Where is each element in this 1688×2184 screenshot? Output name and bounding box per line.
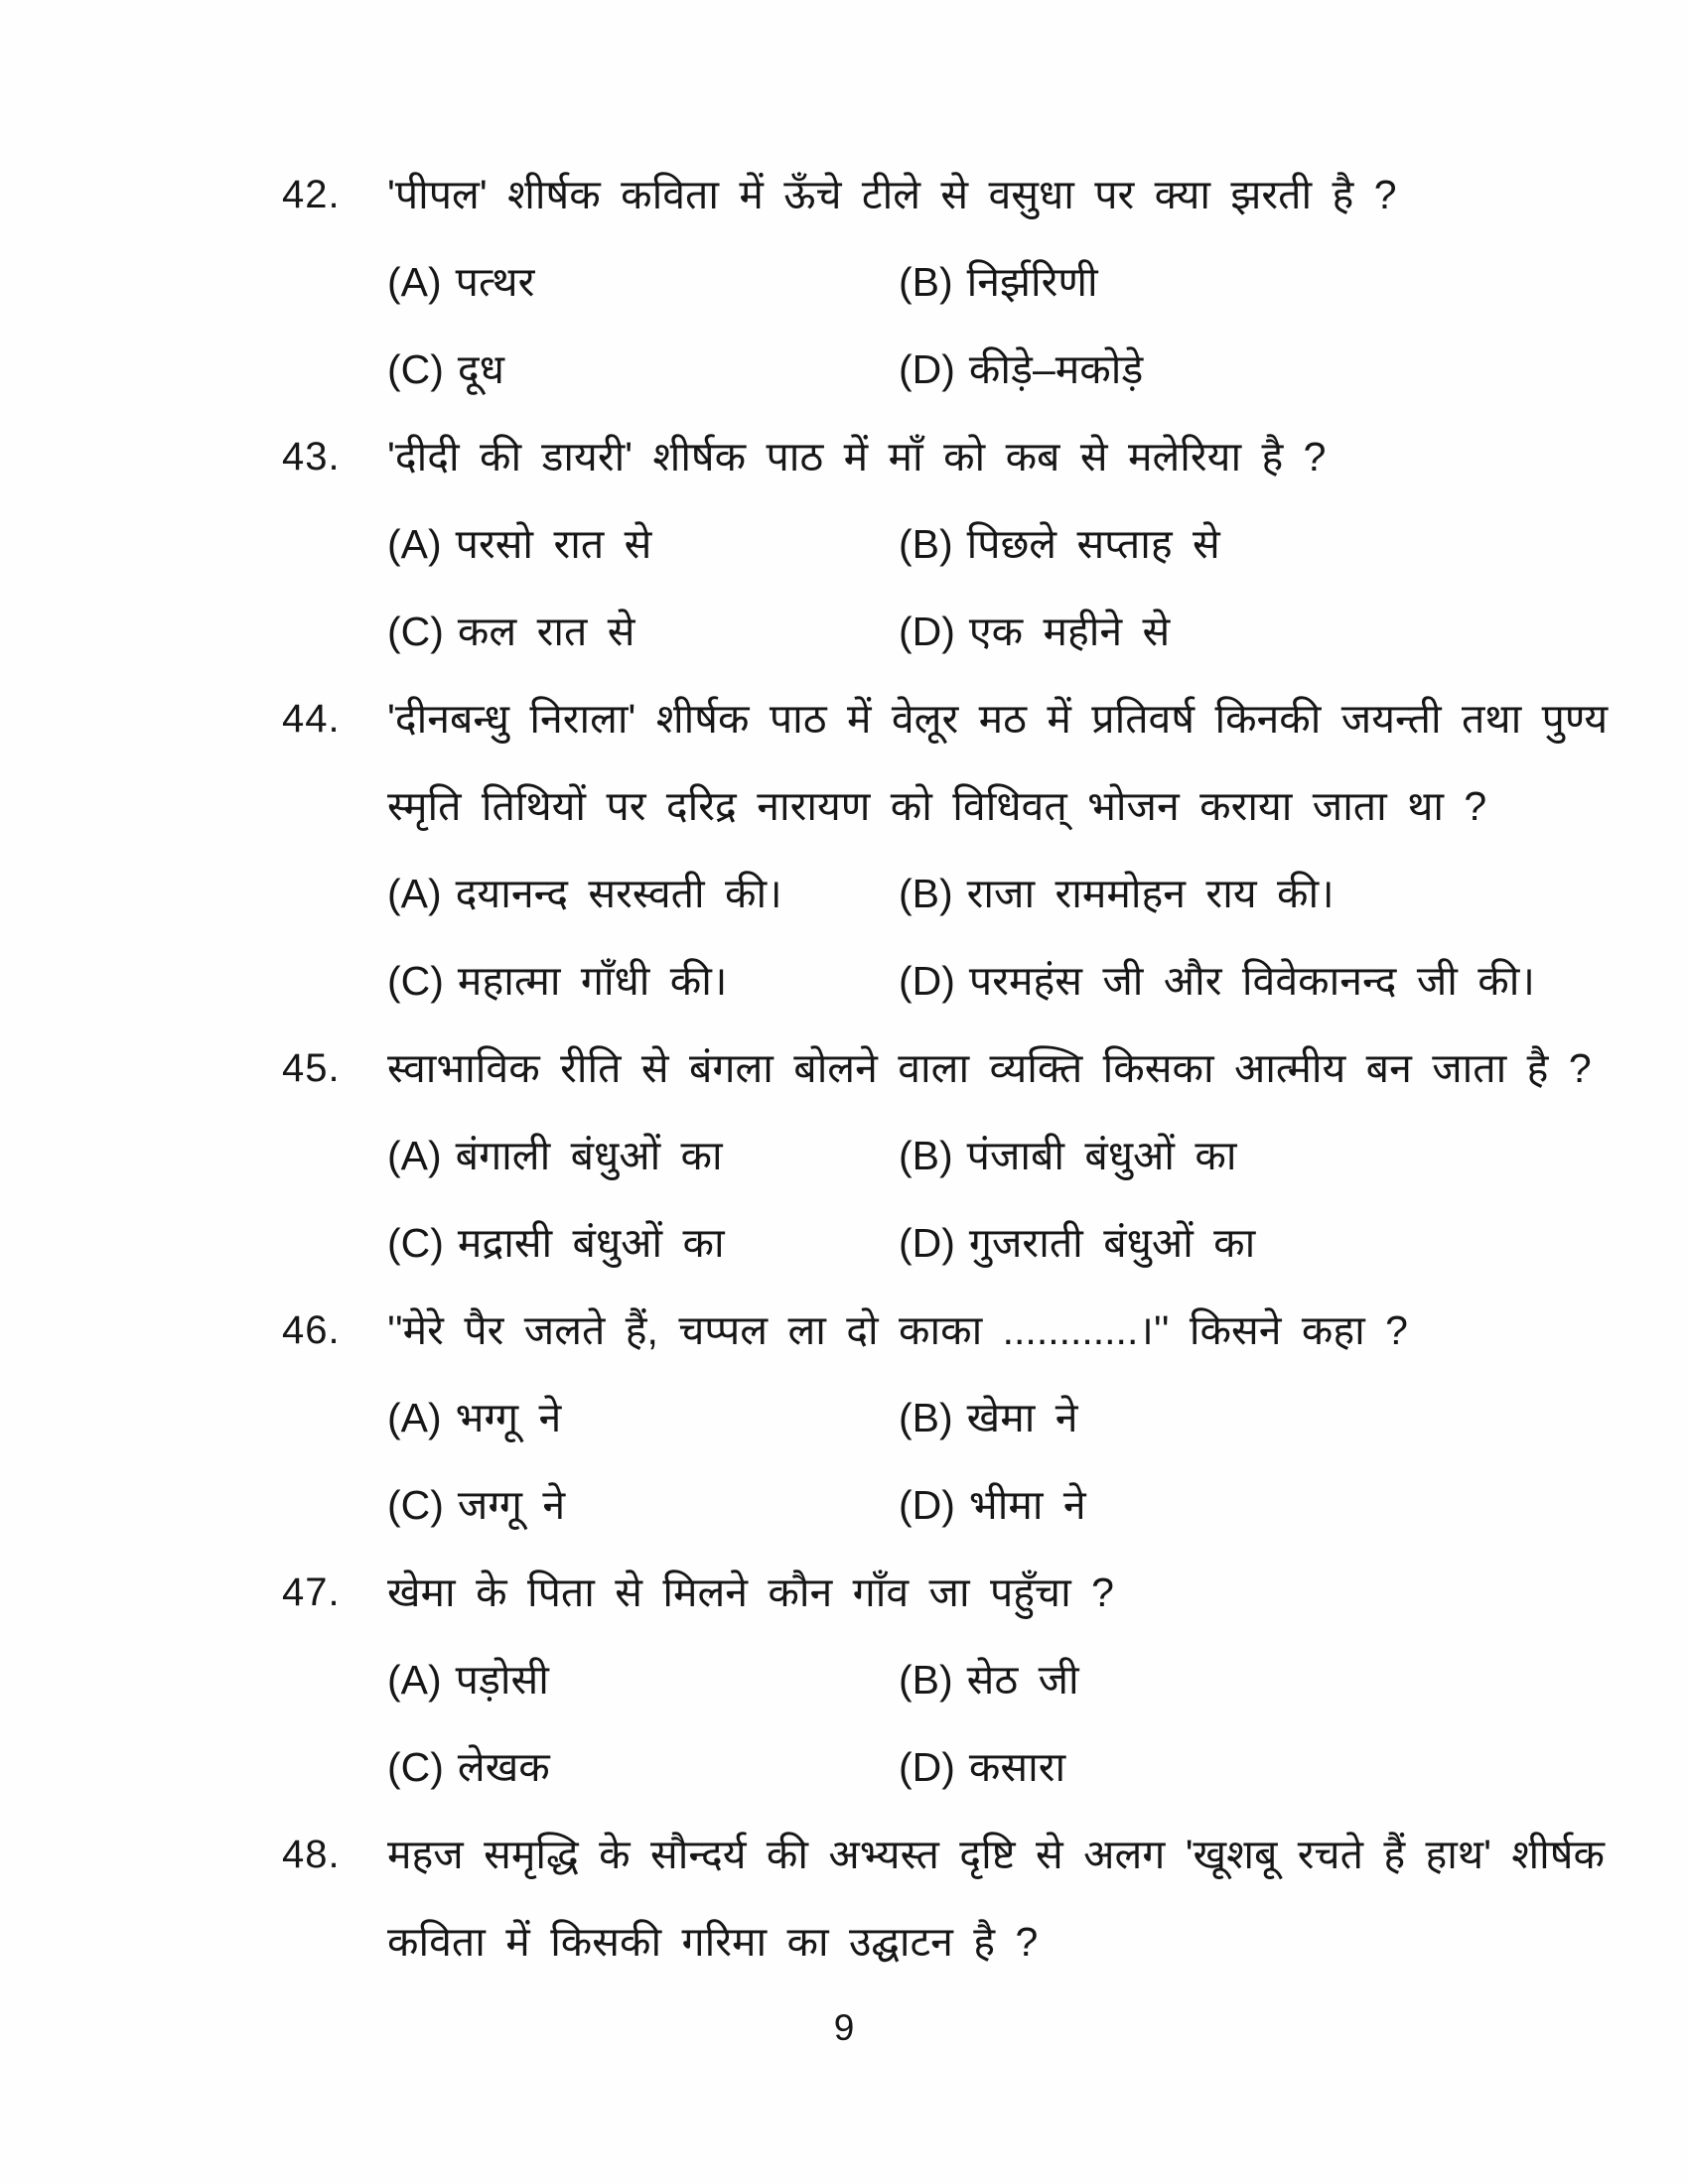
option-label: (D)	[899, 958, 955, 1004]
option-text: राजा राममोहन राय की।	[966, 871, 1335, 916]
option-c	[387, 326, 899, 413]
options-grid	[387, 850, 1535, 1024]
option-label: (B)	[899, 871, 953, 916]
option-text: पिछले सप्ताह से	[966, 521, 1220, 567]
option-c	[387, 937, 899, 1024]
option-text: कसारा	[968, 1744, 1066, 1790]
option-label: (C)	[387, 1220, 444, 1266]
option-c	[387, 1723, 899, 1811]
option-label: (B)	[899, 1133, 953, 1178]
option-label: (D)	[899, 1744, 955, 1790]
option-text: गुजराती बंधुओं का	[968, 1220, 1256, 1266]
page-number: 9	[833, 2007, 855, 2048]
option-d	[899, 937, 1535, 1024]
question-text-line-2: स्मृति तिथियों पर दरिद्र नारायण को विधिवत् भोजन कराया जाता था ?	[387, 783, 1487, 829]
question-text: 'पीपल' शीर्षक कविता में ऊँचे टीले से वसुधा पर क्या झरती है ?	[387, 172, 1397, 217]
option-label: (A)	[387, 521, 442, 567]
question-text: स्वाभाविक रीति से बंगला बोलने वाला व्यक्ति किसका आत्मीय बन जाता है ?	[387, 1045, 1592, 1091]
option-label: (D)	[899, 346, 955, 392]
option-a	[387, 1374, 899, 1461]
option-d	[899, 326, 1484, 413]
option-text: दयानन्द सरस्वती की।	[455, 871, 782, 916]
option-b	[899, 1636, 1484, 1723]
question-number: 46.	[282, 1308, 341, 1352]
options-grid	[387, 1112, 1484, 1287]
option-text: भीमा ने	[968, 1482, 1086, 1528]
option-text: पत्थर	[455, 259, 535, 305]
option-label: (A)	[387, 1133, 442, 1178]
option-label: (B)	[899, 1657, 953, 1703]
question-42	[0, 151, 1688, 413]
option-text: दूध	[457, 346, 504, 392]
option-label: (C)	[387, 958, 444, 1004]
option-text: बंगाली बंधुओं का	[455, 1133, 723, 1178]
question-46	[0, 1287, 1688, 1549]
question-48	[0, 1811, 1688, 1985]
option-b	[899, 500, 1484, 588]
option-a	[387, 1636, 899, 1723]
option-label: (A)	[387, 871, 442, 916]
option-label: (B)	[899, 1395, 953, 1440]
question-number: 42.	[282, 173, 341, 216]
question-47	[0, 1549, 1688, 1811]
option-b	[899, 1374, 1484, 1461]
option-d	[899, 1723, 1484, 1811]
option-d	[899, 1461, 1484, 1549]
question-text: ''मेरे पैर जलते हैं, चप्पल ला दो काका ............।'' किसने कहा ?	[387, 1307, 1408, 1353]
question-44	[0, 675, 1688, 1024]
question-text: खेमा के पिता से मिलने कौन गाँव जा पहुँचा ?	[387, 1570, 1114, 1615]
option-text: खेमा ने	[966, 1395, 1078, 1440]
option-c	[387, 1199, 899, 1287]
option-label: (A)	[387, 259, 442, 305]
option-label: (C)	[387, 1482, 444, 1528]
option-text: एक महीने से	[968, 609, 1171, 654]
question-text-line-1: 'दीनबन्धु निराला' शीर्षक पाठ में वेलूर मठ में प्रतिवर्ष किनकी जयन्ती तथा पुण्य	[387, 696, 1609, 742]
option-c	[387, 1461, 899, 1549]
option-label: (D)	[899, 1482, 955, 1528]
option-text: जग्गू ने	[457, 1482, 566, 1528]
option-a	[387, 500, 899, 588]
option-text: परमहंस जी और विवेकानन्द जी की।	[968, 958, 1535, 1004]
option-b	[899, 1112, 1484, 1199]
question-43	[0, 413, 1688, 675]
options-grid	[387, 1636, 1484, 1811]
option-text: सेठ जी	[966, 1657, 1079, 1703]
option-text: निर्झरिणी	[966, 259, 1098, 305]
option-text: मद्रासी बंधुओं का	[457, 1220, 725, 1266]
option-text: कल रात से	[457, 609, 635, 654]
option-text: कीड़े–मकोड़े	[968, 346, 1144, 392]
option-d	[899, 588, 1484, 675]
option-label: (D)	[899, 609, 955, 654]
option-label: (D)	[899, 1220, 955, 1266]
option-text: लेखक	[457, 1744, 550, 1790]
option-b	[899, 850, 1535, 937]
option-label: (A)	[387, 1395, 442, 1440]
option-label: (C)	[387, 346, 444, 392]
option-label: (B)	[899, 259, 953, 305]
option-a	[387, 850, 899, 937]
option-label: (C)	[387, 609, 444, 654]
question-number: 43.	[282, 435, 341, 478]
option-label: (B)	[899, 521, 953, 567]
option-a	[387, 238, 899, 326]
options-grid	[387, 238, 1484, 413]
options-grid	[387, 1374, 1484, 1549]
question-text-line-2: कविता में किसकी गरिमा का उद्घाटन है ?	[387, 1919, 1039, 1965]
option-c	[387, 588, 899, 675]
option-text: पड़ोसी	[455, 1657, 549, 1703]
question-45	[0, 1024, 1688, 1287]
option-d	[899, 1199, 1484, 1287]
options-grid	[387, 500, 1484, 675]
option-label: (C)	[387, 1744, 444, 1790]
question-number: 48.	[282, 1833, 341, 1876]
option-b	[899, 238, 1484, 326]
option-a	[387, 1112, 899, 1199]
option-text: परसो रात से	[455, 521, 652, 567]
question-text-line-1: महज समृद्धि के सौन्दर्य की अभ्यस्त दृष्टि से अलग 'खूशबू रचते हैं हाथ' शीर्षक	[387, 1832, 1605, 1877]
option-label: (A)	[387, 1657, 442, 1703]
question-number: 45.	[282, 1046, 341, 1090]
question-number: 47.	[282, 1570, 341, 1614]
option-text: पंजाबी बंधुओं का	[966, 1133, 1237, 1178]
option-text: भग्गू ने	[455, 1395, 562, 1440]
question-text: 'दीदी की डायरी' शीर्षक पाठ में माँ को कब से मलेरिया है ?	[387, 434, 1327, 479]
questions-list	[0, 151, 1688, 1985]
option-text: महात्मा गाँधी की।	[457, 958, 728, 1004]
question-number: 44.	[282, 697, 341, 741]
